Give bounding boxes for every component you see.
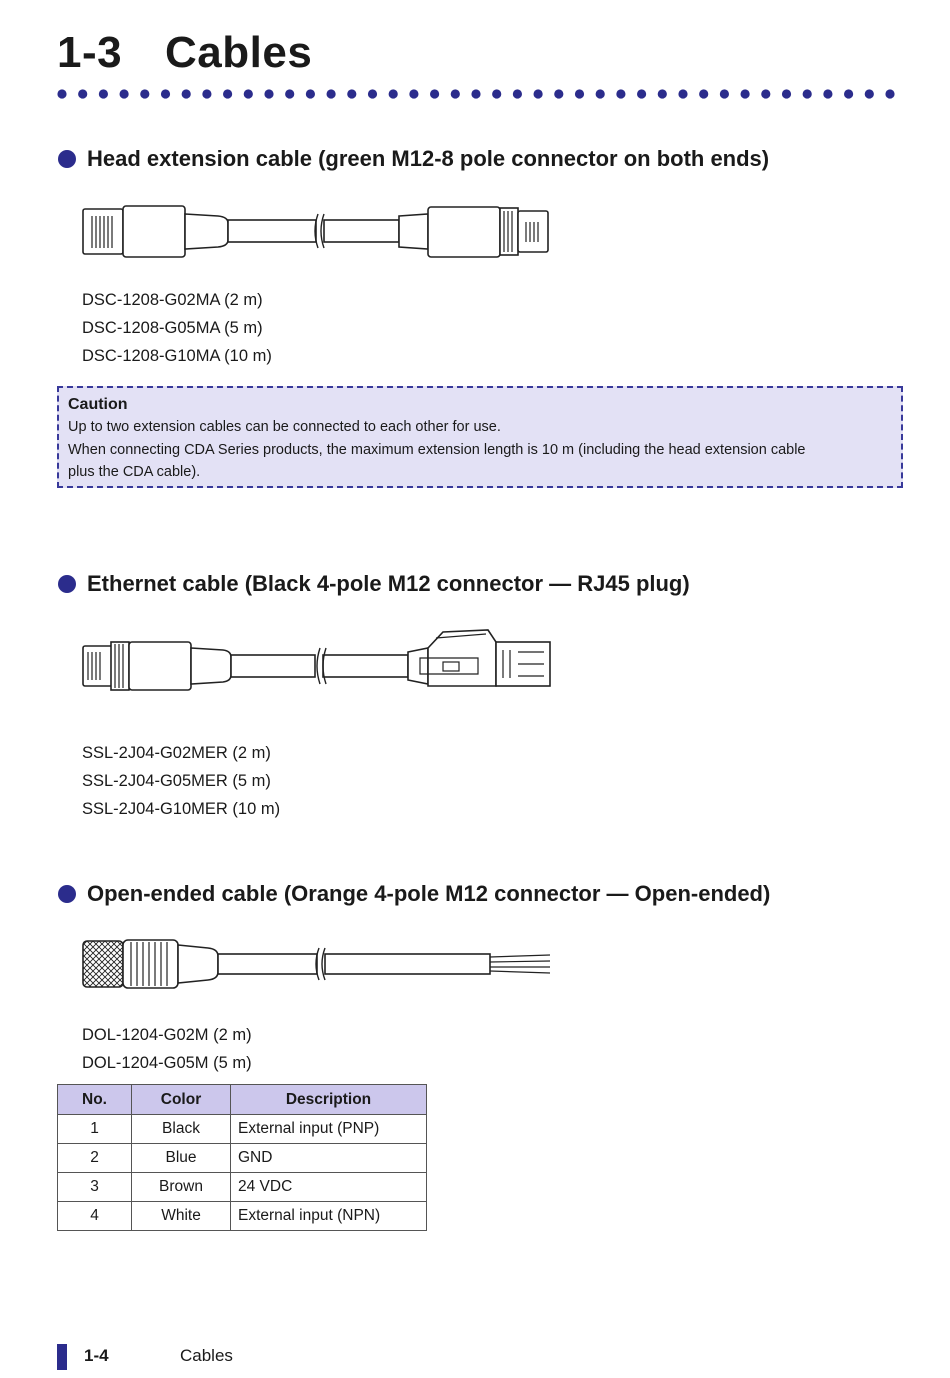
head-extension-cable-diagram [78, 196, 558, 266]
column-header-no: No. [58, 1085, 132, 1115]
wire-color-table [57, 1084, 427, 1231]
rule-dot [244, 89, 253, 98]
footer-title: Cables [180, 1346, 233, 1365]
table-cell: 24 VDC [231, 1173, 427, 1202]
column-header-color: Color [132, 1085, 231, 1115]
rule-dot [57, 89, 66, 98]
table-cell: 4 [58, 1202, 132, 1231]
rule-dot [368, 89, 377, 98]
rule-dot [264, 89, 273, 98]
rule-dot [782, 89, 791, 98]
rule-dot [120, 89, 129, 98]
bullet-icon [58, 575, 76, 593]
section-heading-ethernet: Ethernet cable (Black 4-pole M12 connector — RJ45 plug) [58, 571, 690, 597]
rule-dot [327, 89, 336, 98]
rule-dot [347, 89, 356, 98]
bullet-icon [58, 885, 76, 903]
rule-dot [78, 89, 87, 98]
rule-dot [823, 89, 832, 98]
rule-dot [306, 89, 315, 98]
rule-dot [389, 89, 398, 98]
table-cell: Blue [132, 1144, 231, 1173]
rule-dot [678, 89, 687, 98]
section-number: 1-3 [57, 28, 123, 77]
table-cell: External input (PNP) [231, 1115, 427, 1144]
table-cell: Brown [132, 1173, 231, 1202]
table-cell: 2 [58, 1144, 132, 1173]
footer-accent-bar [57, 1344, 67, 1370]
rule-dot [637, 89, 646, 98]
list-item: DSC-1208-G10MA (10 m) [82, 347, 272, 365]
footer-page-number: 1-4 [84, 1346, 109, 1365]
caution-line: When connecting CDA Series products, the maximum extension length is 10 m (including the head extension cable [68, 441, 806, 458]
open-ended-model-list [82, 1021, 252, 1077]
rule-dot [451, 89, 460, 98]
rule-dot [202, 89, 211, 98]
rule-dot [596, 89, 605, 98]
page-title [57, 28, 312, 78]
rule-dot [844, 89, 853, 98]
ethernet-model-list [82, 739, 280, 823]
table-cell: White [132, 1202, 231, 1231]
table-cell: 1 [58, 1115, 132, 1144]
rule-dot [658, 89, 667, 98]
caution-title: Caution [68, 396, 128, 413]
rule-dot [741, 89, 750, 98]
rule-dot [616, 89, 625, 98]
rule-dot [699, 89, 708, 98]
list-item: SSL-2J04-G10MER (10 m) [82, 800, 281, 818]
table-cell: 3 [58, 1173, 132, 1202]
rule-dot [554, 89, 563, 98]
table-row [58, 1115, 427, 1144]
table-cell: External input (NPN) [231, 1202, 427, 1231]
rule-dot [885, 89, 894, 98]
list-item: SSL-2J04-G05MER (5 m) [82, 772, 271, 790]
rule-dot [140, 89, 149, 98]
rule-dot [99, 89, 108, 98]
caution-box [57, 386, 903, 488]
section-title: Cables [165, 28, 313, 77]
rule-dot [223, 89, 232, 98]
rule-dot [471, 89, 480, 98]
rule-dot [513, 89, 522, 98]
rule-dot [575, 89, 584, 98]
section-heading-head-extension: Head extension cable (green M12-8 pole connector on both ends) [58, 146, 769, 172]
table-cell: GND [231, 1144, 427, 1173]
rule-dot [285, 89, 294, 98]
list-item: DOL-1204-G05M (5 m) [82, 1054, 252, 1072]
list-item: DOL-1204-G02M (2 m) [82, 1026, 252, 1044]
open-ended-cable-diagram [78, 932, 558, 994]
bullet-icon [58, 150, 76, 168]
table-header-row [58, 1085, 427, 1115]
section-heading-open-ended: Open-ended cable (Orange 4-pole M12 connector — Open-ended) [58, 881, 770, 907]
rule-dot [761, 89, 770, 98]
table-row [58, 1144, 427, 1173]
rule-dot [161, 89, 170, 98]
table-row [58, 1202, 427, 1231]
caution-line: plus the CDA cable). [68, 464, 201, 480]
rule-dot [492, 89, 501, 98]
list-item: DSC-1208-G02MA (2 m) [82, 291, 263, 309]
rule-dot [865, 89, 874, 98]
rule-dot [720, 89, 729, 98]
caution-line: Up to two extension cables can be connected to each other for use. [68, 419, 501, 435]
rule-dot [430, 89, 439, 98]
column-header-description: Description [231, 1085, 427, 1115]
ethernet-cable-diagram [78, 624, 558, 700]
table-cell: Black [132, 1115, 231, 1144]
dotted-rule [57, 88, 897, 100]
rule-dot [409, 89, 418, 98]
rule-dot [182, 89, 191, 98]
rule-dot [534, 89, 543, 98]
rule-dot [803, 89, 812, 98]
head-extension-model-list [82, 286, 272, 370]
list-item: SSL-2J04-G02MER (2 m) [82, 744, 271, 762]
table-row [58, 1173, 427, 1202]
list-item: DSC-1208-G05MA (5 m) [82, 319, 263, 337]
